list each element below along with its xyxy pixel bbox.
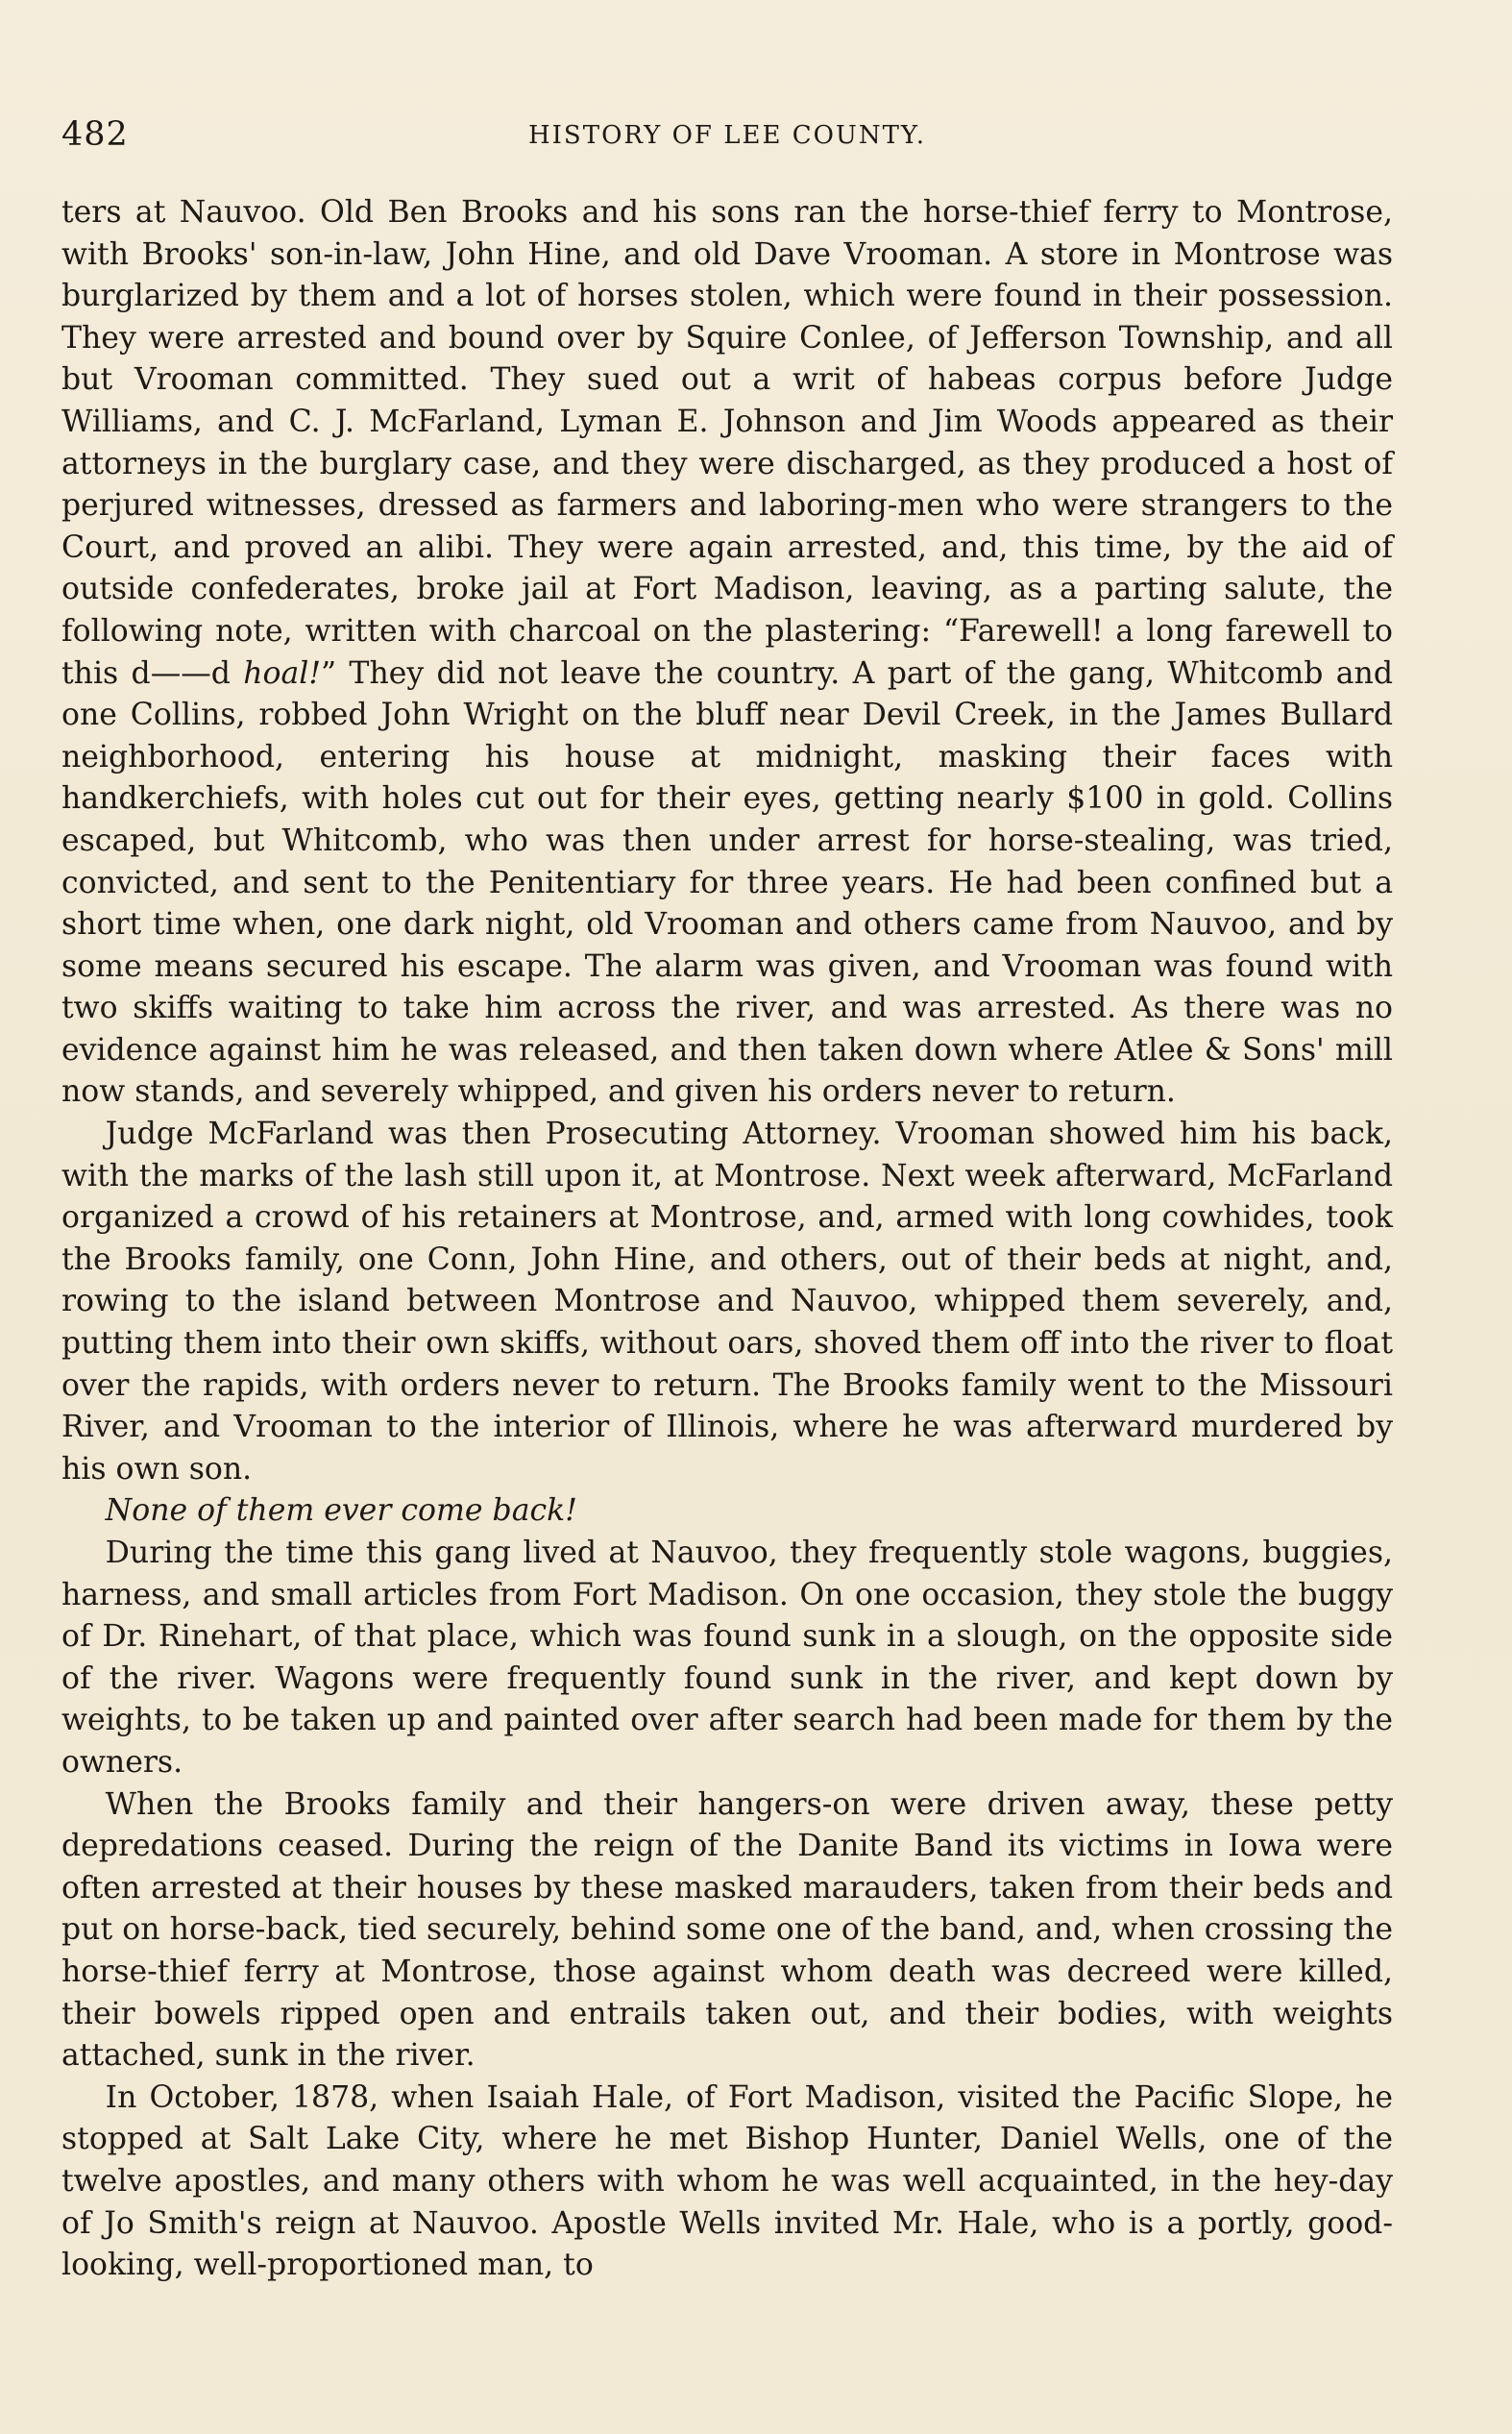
paragraph-3 [61, 1490, 1393, 1533]
paragraph-6: In October, 1878, when Isaiah Hale, of Fort Madison, visited the Pacific Slope, he stopped at Salt Lake City, where he met Bishop Hunter, Daniel Wells, one of the twelve apostles, and many others with whom he was well acquainted, in the hey-day of Jo Smith's reign at Nauvoo. Apostle Wells invited Mr. Hale, who is a portly, good-looking, well-proportioned man, to [61, 2079, 1393, 2283]
paragraph-1-text: ters at Nauvoo. Old Ben Brooks and his sons ran the horse-thief ferry to Montrose, with Brooks' son-in-law, John Hine, and old Dave Vrooman. A store in Montrose was burglarized by them and a lot of horses stolen, which were found in their possession. They were arrested and bound over by Squire Conlee, of Jefferson Township, and all but Vrooman committed. They sued out a writ of habeas corpus before Judge Williams, and C. J. McFarland, Lyman E. Johnson and Jim Woods appeared as their attorneys in the burglary case, and they were discharged, as they produced a host of perjured witnesses, dressed as farmers and laboring-men who were strangers to the Court, and proved an alibi. They were again arrested, and, this time, by the aid of outside confederates, broke jail at Fort Madison, leaving, as a parting salute, the following note, written with charcoal on the plastering: “Farewell! a long farewell to this d——d [61, 195, 1393, 691]
paragraph-5: When the Brooks family and their hangers-on were driven away, these petty depredations ceased. During the reign of the Danite Band its victims in Iowa were often arrested at their houses by these masked marauders, taken from their beds and put on horse-back, tied securely, behind some one of the band, and, when crossing the horse-thief ferry at Montrose, those against whom death was decreed were killed, their bowels ripped open and entrails taken out, and their bodies, with weights attached, sunk in the river. [61, 1786, 1393, 2074]
paragraph-1-text-after: ” They did not leave the country. A part of the gang, Whitcomb and one Collins, robbed John Wright on the bluff near Devil Creek, in the James Bullard neighborhood, entering his house at midnight, masking their faces with handkerchiefs, with holes cut out for their eyes, getting nearly $100 in gold. Collins escaped, but Whitcomb, who was then under arrest for horse-stealing, was tried, convicted, and sent to the Penitentiary for three years. He had been confined but a short time when, one dark night, old Vrooman and others came from Nauvoo, and by some means secured his escape. The alarm was given, and Vrooman was found with two skiffs waiting to take him across the river, and was arrested. As there was no evidence against him he was released, and then taken down where Atlee & Sons' mill now stands, and severely whipped, and given his orders never to return. [61, 655, 1393, 1110]
body-text [61, 192, 1393, 2287]
paragraph-2: Judge McFarland was then Prosecuting Attorney. Vrooman showed him his back, with the marks of the lash still upon it, at Montrose. Next week afterward, McFarland organized a crowd of his retainers at Montrose, and, armed with long cowhides, took the Brooks family, one Conn, John Hine, and others, out of their beds at night, and, rowing to the island between Montrose and Nauvoo, whipped them severely, and, putting them into their own skiffs, without oars, shoved them off into the river to float over the rapids, with orders never to return. The Brooks family went to the Missouri River, and Vrooman to the interior of Illinois, where he was afterward murdered by his own son. [61, 1117, 1393, 1487]
paragraph-1-italic: hoal! [243, 655, 321, 691]
paragraph-4: During the time this gang lived at Nauvoo, they frequently stole wagons, buggies, harness, and small articles from Fort Madison. On one occasion, they stole the buggy of Dr. Rinehart, of that place, which was found sunk in a slough, on the opposite side of the river. Wagons were frequently found sunk in the river, and kept down by weights, to be taken up and painted over after search had been made for them by the owners. [61, 1536, 1393, 1780]
page-number: 482 [61, 115, 129, 154]
page-header [61, 115, 1393, 163]
paragraph-1 [61, 192, 1393, 1114]
running-head: HISTORY OF LEE COUNTY. [527, 121, 927, 150]
paragraph-3-italic: None of them ever come back! [105, 1493, 577, 1529]
